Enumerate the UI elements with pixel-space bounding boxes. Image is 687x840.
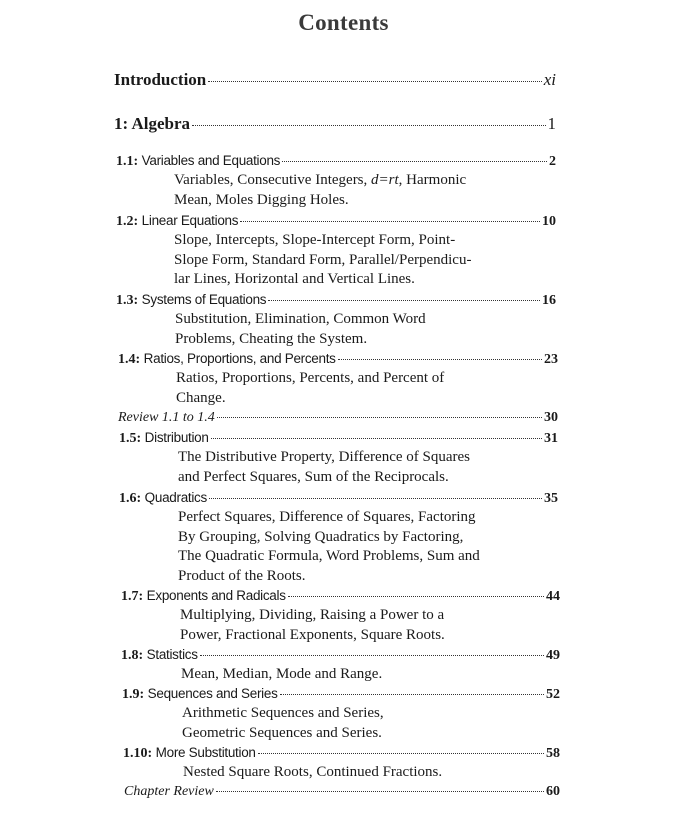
subtopic-line: Nested Square Roots, Continued Fractions.	[183, 764, 443, 780]
section-number: 1.6:	[119, 491, 142, 506]
subtopic-line: Mean, Median, Mode and Range.	[181, 666, 383, 682]
toc-section-1-2[interactable]	[116, 213, 556, 230]
page-title: Contents	[298, 10, 389, 35]
toc-entry-label: Chapter Review	[124, 784, 214, 799]
toc-page-number: 23	[544, 352, 558, 367]
subtopic-line: Variables, Consecutive Integers, d=rt, Harmonic	[174, 172, 467, 188]
toc-section-1-4[interactable]	[118, 351, 558, 368]
toc-entry-chapter-review[interactable]	[124, 784, 560, 800]
toc-page-number: 16	[542, 293, 556, 308]
subtopic-line: Problems, Cheating the System.	[175, 330, 368, 347]
toc-page-number: xi	[543, 70, 556, 89]
subtopic-line: Geometric Sequences and Series.	[182, 724, 382, 741]
toc-page-number: 58	[546, 746, 560, 761]
section-subtopics	[175, 310, 426, 349]
section-number: 1.9:	[122, 687, 145, 702]
toc-entry-introduction[interactable]	[114, 70, 556, 90]
subtopic-line: Slope, Intercepts, Slope-Intercept Form, Point-	[174, 232, 456, 248]
toc-section-1-1[interactable]	[116, 153, 556, 170]
subtopic-line: Slope Form, Standard Form, Parallel/Perpendicu-	[174, 251, 472, 268]
section-subtopics	[176, 369, 444, 408]
subtopic-line: Substitution, Elimination, Common Word	[175, 311, 426, 327]
section-number: 1.5:	[119, 431, 142, 446]
subtopic-line: Power, Fractional Exponents, Square Roots.	[180, 626, 445, 643]
toc-page-number: 35	[544, 491, 558, 506]
toc-page-number: 10	[542, 214, 556, 229]
dot-leader	[240, 221, 540, 222]
section-number: 1.2:	[116, 214, 139, 229]
dot-leader	[258, 753, 544, 754]
section-title: More Substitution	[155, 745, 256, 760]
section-title: Systems of Equations	[141, 292, 267, 307]
section-title: Exponents and Radicals	[146, 588, 286, 603]
subtopic-line: Arithmetic Sequences and Series,	[182, 705, 384, 721]
toc-entry-label: Review 1.1 to 1.4	[118, 410, 215, 425]
section-number: 1.7:	[121, 589, 144, 604]
section-subtopics	[174, 171, 466, 210]
subtopic-line: and Perfect Squares, Sum of the Reciprocals.	[178, 468, 449, 485]
dot-leader	[338, 359, 542, 360]
toc-page-number: 60	[546, 784, 560, 799]
section-number: 1.10:	[123, 746, 153, 761]
section-number: 1.3:	[116, 293, 139, 308]
subtopic-line: The Quadratic Formula, Word Problems, Sum and	[178, 548, 480, 565]
section-subtopics	[183, 763, 442, 783]
toc-entry-label: 1: Algebra	[114, 114, 191, 133]
subtopic-line: lar Lines, Horizontal and Vertical Lines.	[174, 271, 415, 288]
subtopic-line: The Distributive Property, Difference of Squares	[178, 449, 470, 465]
toc-section-1-5[interactable]	[119, 430, 558, 447]
toc-section-1-7[interactable]	[121, 588, 560, 605]
toc-entry-review[interactable]	[118, 410, 558, 426]
section-subtopics	[174, 231, 471, 290]
section-number: 1.4:	[118, 352, 141, 367]
dot-leader	[288, 596, 544, 597]
subtopic-line: By Grouping, Solving Quadratics by Factoring,	[178, 528, 464, 545]
section-title: Statistics	[146, 647, 198, 662]
section-number: 1.8:	[121, 648, 144, 663]
dot-leader	[211, 438, 542, 439]
section-title: Linear Equations	[141, 213, 239, 228]
subtopic-line: Mean, Moles Digging Holes.	[174, 191, 349, 208]
section-title: Quadratics	[144, 490, 207, 505]
section-number: 1.1:	[116, 154, 139, 169]
dot-leader	[217, 417, 542, 418]
toc-section-1-3[interactable]	[116, 292, 556, 309]
toc-section-1-10[interactable]	[123, 745, 560, 762]
toc-section-1-6[interactable]	[119, 490, 558, 507]
toc-entry-label: Introduction	[114, 70, 207, 89]
dot-leader	[268, 300, 540, 301]
toc-page-number: 44	[546, 589, 560, 604]
section-title: Distribution	[144, 430, 209, 445]
dot-leader	[216, 791, 544, 792]
dot-leader	[280, 694, 544, 695]
toc-section-1-9[interactable]	[122, 686, 560, 703]
section-subtopics	[182, 704, 384, 743]
subtopic-line: Ratios, Proportions, Percents, and Percent of	[176, 370, 445, 386]
section-title: Variables and Equations	[141, 153, 281, 168]
toc-page-number: 1	[547, 114, 556, 133]
section-subtopics	[178, 448, 470, 487]
dot-leader	[208, 81, 541, 82]
dot-leader	[282, 161, 547, 162]
subtopic-line: Change.	[176, 389, 226, 406]
toc-page-number: 52	[546, 687, 560, 702]
dot-leader	[200, 655, 544, 656]
toc-page-number: 49	[546, 648, 560, 663]
section-subtopics	[178, 508, 480, 586]
subtopic-line: Perfect Squares, Difference of Squares, Factoring	[178, 509, 476, 525]
section-title: Sequences and Series	[147, 686, 278, 701]
subtopic-line: Multiplying, Dividing, Raising a Power to a	[180, 607, 445, 623]
dot-leader	[209, 498, 542, 499]
toc-page-number: 2	[549, 154, 556, 169]
section-title: Ratios, Proportions, and Percents	[143, 351, 336, 366]
toc-page-number: 30	[544, 410, 558, 425]
toc-entry-chapter-1[interactable]	[114, 114, 556, 134]
subtopic-line: Product of the Roots.	[178, 567, 306, 584]
toc-page-number: 31	[544, 431, 558, 446]
toc-section-1-8[interactable]	[121, 647, 560, 664]
dot-leader	[192, 125, 545, 126]
section-subtopics	[180, 606, 445, 645]
section-subtopics	[181, 665, 382, 685]
